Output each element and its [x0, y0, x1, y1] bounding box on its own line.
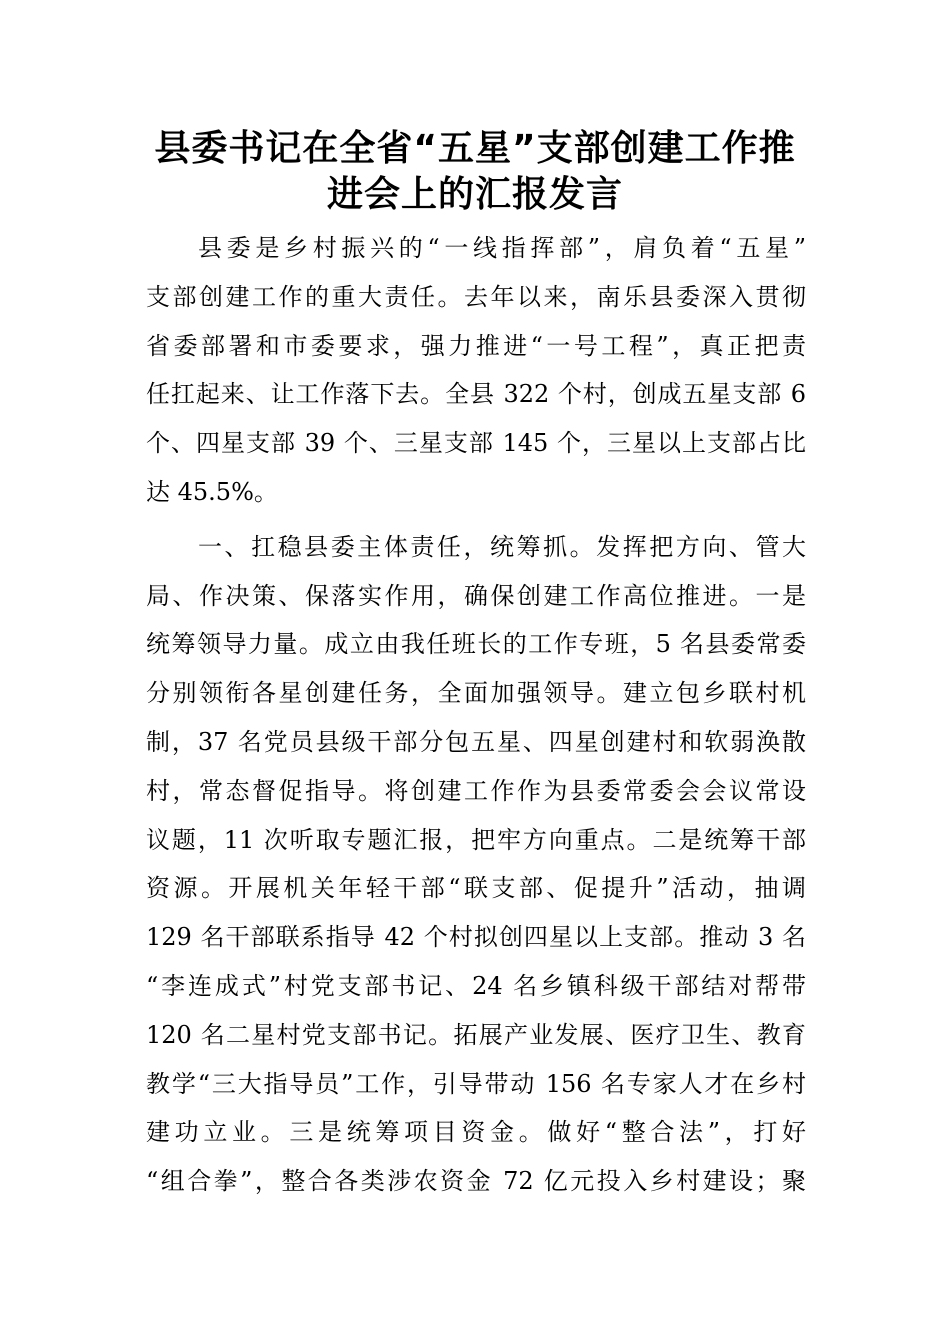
paragraph-2-line-12: 教学“三大指导员”工作，引导带动 156 名专家人才在乡村	[146, 1069, 806, 1098]
document-body	[146, 224, 806, 1206]
paragraph-1-line-6: 达 45.5%。	[146, 477, 278, 506]
paragraph-1-line-3: 省委部署和市委要求，强力推进“一号工程”，真正把责	[146, 331, 806, 360]
paragraph-2-line-9: 129 名干部联系指导 42 个村拟创四星以上支部。推动 3 名	[146, 923, 806, 952]
title-line-1: 县委书记在全省“五星”支部创建工作推	[154, 128, 796, 169]
paragraph-2-line-11: 120 名二星村党支部书记。拓展产业发展、医疗卫生、教育	[146, 1020, 806, 1049]
paragraph-1-line-1: 县委是乡村振兴的“一线指挥部”，肩负着“五星”	[198, 234, 806, 262]
document-title	[120, 126, 830, 218]
paragraph-1-line-5: 个、四星支部 39 个、三星支部 145 个，三星以上支部占比	[146, 429, 806, 458]
paragraph-2-line-8: 资源。开展机关年轻干部“联支部、促提升”活动，抽调	[146, 874, 806, 903]
paragraph-2-line-1: 一、扛稳县委主体责任，统筹抓。发挥把方向、管大	[198, 532, 806, 561]
title-line-2: 进会上的汇报发言	[326, 174, 623, 215]
paragraph-2-line-14: “组合拳”，整合各类涉农资金 72 亿元投入乡村建设；聚	[146, 1167, 806, 1196]
paragraph-2-line-10: “李连成式”村党支部书记、24 名乡镇科级干部结对帮带	[146, 971, 806, 1000]
paragraph-2-line-6: 村，常态督促指导。将创建工作作为县委常委会会议常设	[146, 776, 806, 805]
paragraph-2-line-13: 建功立业。三是统筹项目资金。做好“整合法”，打好	[146, 1118, 806, 1147]
paragraph-2-line-2: 局、作决策、保落实作用，确保创建工作高位推进。一是	[146, 581, 806, 610]
paragraph-2-line-3: 统筹领导力量。成立由我任班长的工作专班，5 名县委常委	[146, 630, 806, 659]
paragraph-1-line-4: 任扛起来、让工作落下去。全县 322 个村，创成五星支部 6	[146, 380, 806, 409]
paragraph-2-line-5: 制，37 名党员县级干部分包五星、四星创建村和软弱涣散	[146, 727, 806, 756]
paragraph-2-line-7: 议题，11 次听取专题汇报，把牢方向重点。二是统筹干部	[146, 825, 806, 854]
paragraph-1-line-2: 支部创建工作的重大责任。去年以来，南乐县委深入贯彻	[146, 282, 806, 311]
paragraph-2-line-4: 分别领衔各星创建任务，全面加强领导。建立包乡联村机	[146, 679, 806, 708]
